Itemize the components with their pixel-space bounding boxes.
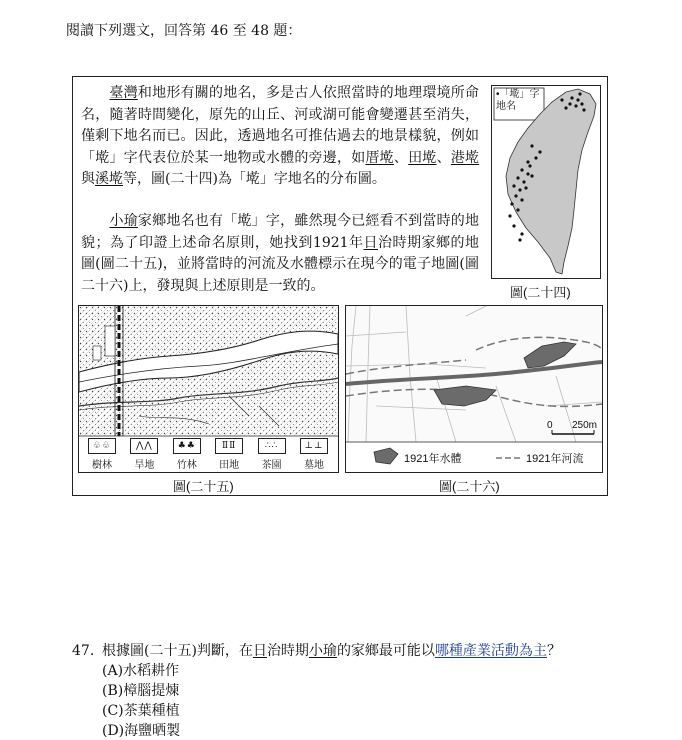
passage-paragraph-2: 小瑜家鄉地名也有「墘」字，雖然現今已經看不到當時的地貌；為了印證上述命名原則，她找到1921年日治時期家鄉的地圖(圖二十五)，並將當時的河流及水體標示在現今的電子地圖(圖二十六)上，發現與上述原則是一致的。 (81, 213, 480, 294)
fig25-legend-symbol: ♧♧ (88, 438, 116, 454)
fig25-legend-label: 竹林 (176, 460, 197, 471)
fig25-legend-label: 樹林 (92, 460, 112, 471)
option-b[interactable]: (B)樟腦提煉 (102, 683, 180, 699)
fig25-legend-item (210, 438, 248, 471)
question-focus: 哪種產業活動為主 (434, 643, 547, 659)
fig24-caption: 圖(二十四) (510, 285, 571, 300)
option-d[interactable]: (D)海鹽晒製 (102, 723, 181, 739)
question-47: 47. 根據圖(二十五)判斷，在日治時期小瑜的家鄉最可能以哪種產業活動為主？ (72, 643, 561, 659)
passage-paragraph-1: 臺灣和地形有關的地名，多是古人依照當時的地理環境所命名，隨著時間變化，原先的山丘、河或湖可能會變遷甚至消失，僅剩下地名而已。因此，透過地名可推估過去的地景樣貌，例如「墘」字代表位於某一地物或水體的旁邊，如厝墘、田墘、港墘與溪墘等，圖(二十四)為「墘」字地名的分布圖。 (81, 85, 480, 187)
figure-24-taiwan-map (491, 85, 601, 279)
fig25-legend-item (295, 438, 333, 471)
question-number: 47. (72, 643, 95, 659)
place-name-gangqian: 港墘 (450, 149, 480, 166)
place-name-taiwan: 臺灣 (109, 85, 138, 101)
reading-instruction: 閱讀下列選文，回答第 46 至 48 題： (66, 23, 302, 39)
fig26-caption: 圖(二十六) (439, 479, 500, 494)
fig25-legend-item (168, 438, 206, 471)
fig25-legend-label: 田地 (219, 460, 240, 471)
passage-box (72, 76, 608, 496)
fig25-caption: 圖(二十五) (173, 479, 234, 494)
fig25-legend-symbol: ∴∴ (258, 438, 286, 454)
figure-25-historic-map (78, 305, 339, 473)
place-name-xiqian: 溪墘 (95, 171, 123, 187)
place-name-tianqian: 田墘 (408, 149, 437, 166)
place-name-japan: 日 (363, 234, 379, 251)
legend-water-label: 1921年水體 (404, 453, 462, 465)
fig25-legend-label: 墓地 (303, 460, 324, 471)
fig25-legend-item (253, 438, 291, 471)
place-name-cuoqian: 厝墘 (365, 149, 394, 166)
fig25-legend-symbol: ⅡⅡ (215, 438, 243, 454)
scale-zero: 0 (547, 420, 553, 431)
fig25-legend-symbol: ⊥⊥ (300, 438, 328, 454)
legend-water-swatch (374, 448, 398, 464)
option-c[interactable]: (C)茶葉種植 (102, 703, 180, 719)
fig25-legend (83, 438, 333, 472)
figure-26-modern-map (345, 305, 603, 473)
fig25-legend-symbol: ⋀⋀ (130, 438, 158, 454)
scale-length: 250m (572, 420, 598, 431)
fig25-legend-item (125, 438, 163, 471)
person-name-xiaoyu: 小瑜 (109, 213, 138, 229)
taiwan-map-svg (492, 86, 600, 278)
fig24-legend: •「墘」字 地名 (496, 89, 540, 112)
fig25-legend-symbol: ♣♣ (173, 438, 201, 454)
fig25-legend-label: 茶園 (261, 460, 282, 471)
modern-map-svg (346, 306, 602, 472)
fig25-legend-item (83, 438, 121, 471)
legend-river-label: 1921年河流 (526, 453, 584, 465)
fig25-legend-label: 旱地 (134, 460, 155, 471)
option-a[interactable]: (A)水稻耕作 (102, 663, 180, 679)
